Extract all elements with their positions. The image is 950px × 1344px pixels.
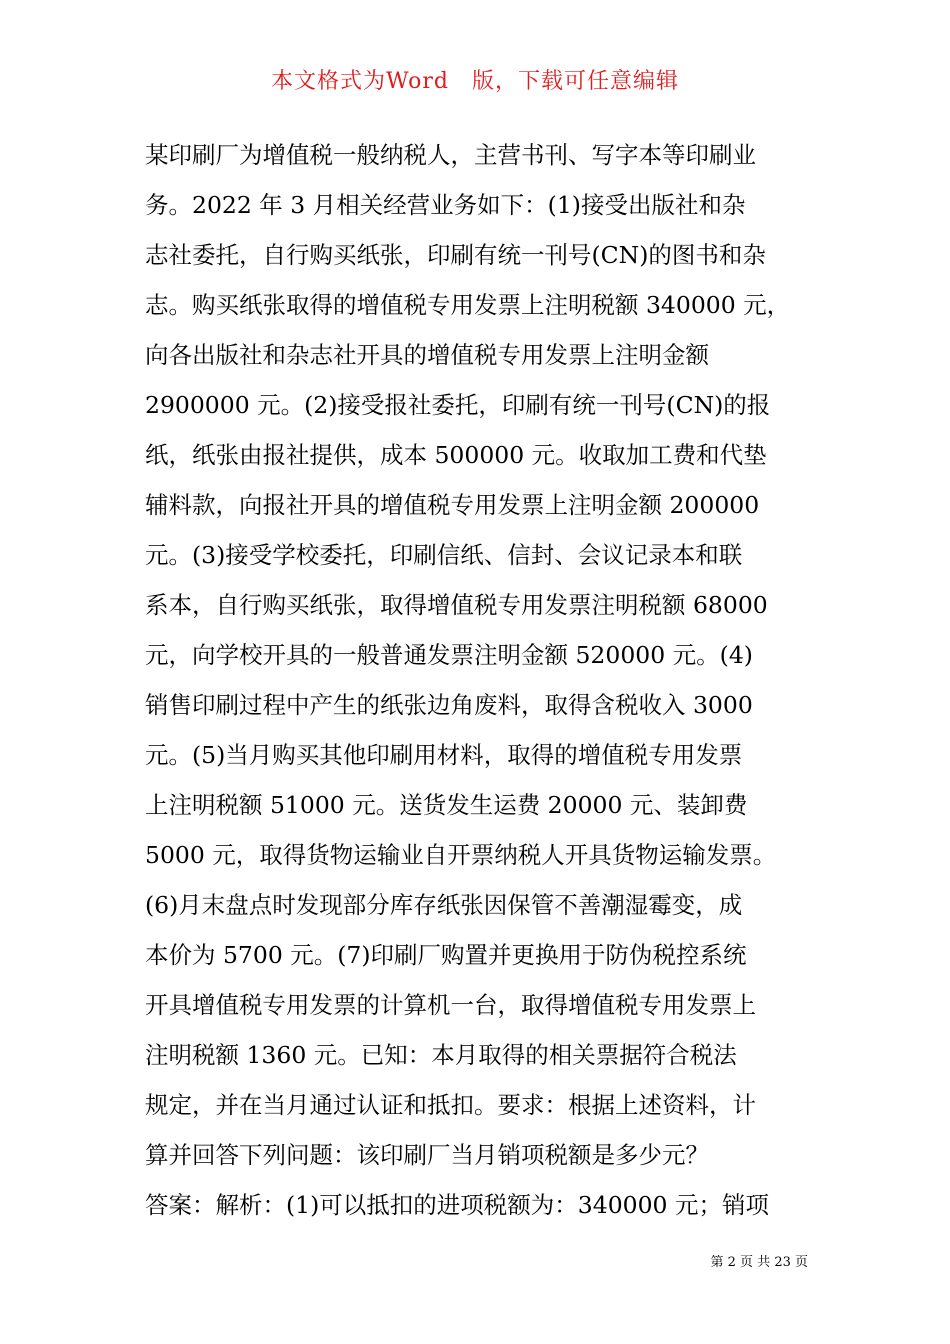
body-line: 5000 元，取得货物运输业自开票纳税人开具货物运输发票。 xyxy=(145,841,777,869)
body-line: 答案：解析：(1)可以抵扣的进项税额为：340000 元；销项 xyxy=(145,1191,769,1219)
body-line: 辅料款，向报社开具的增值税专用发票上注明金额 200000 xyxy=(145,491,760,519)
page-header: 本文格式为Word 版，下载可任意编辑 xyxy=(271,69,679,94)
body-line: 规定，并在当月通过认证和抵扣。要求：根据上述资料，计 xyxy=(145,1091,756,1119)
body-line: 注明税额 1360 元。已知：本月取得的相关票据符合税法 xyxy=(145,1041,737,1069)
body-line: 务。2022 年 3 月相关经营业务如下：(1)接受出版社和杂 xyxy=(145,191,746,219)
page-footer: 第 2 页 共 23 页 xyxy=(710,1255,808,1270)
body-line: 向各出版社和杂志社开具的增值税专用发票上注明金额 xyxy=(145,341,709,369)
body-line: 系本，自行购买纸张，取得增值税专用发票注明税额 68000 xyxy=(145,591,768,619)
body-line: 2900000 元。(2)接受报社委托，印刷有统一刊号(CN)的报 xyxy=(145,391,771,419)
body-line: 销售印刷过程中产生的纸张边角废料，取得含税收入 3000 xyxy=(145,691,753,719)
body-line: 元，向学校开具的一般普通发票注明金额 520000 元。(4) xyxy=(145,641,753,669)
body-line: 算并回答下列问题：该印刷厂当月销项税额是多少元？ xyxy=(145,1141,709,1169)
body-line: 元。(3)接受学校委托，印刷信纸、信封、会议记录本和联 xyxy=(145,541,743,569)
body-line: 开具增值税专用发票的计算机一台，取得增值税专用发票上 xyxy=(145,991,756,1019)
body-line: (6)月末盘点时发现部分库存纸张因保管不善潮湿霉变，成 xyxy=(145,891,743,919)
body-line: 志社委托，自行购买纸张，印刷有统一刊号(CN)的图书和杂 xyxy=(145,241,766,269)
body-line: 元。(5)当月购买其他印刷用材料，取得的增值税专用发票 xyxy=(145,741,743,769)
body-line: 志。购买纸张取得的增值税专用发票上注明税额 340000 元， xyxy=(145,291,791,319)
body-line: 某印刷厂为增值税一般纳税人，主营书刊、写字本等印刷业 xyxy=(145,141,756,169)
body-line: 上注明税额 51000 元。送货发生运费 20000 元、装卸费 xyxy=(145,791,748,819)
body-line: 纸，纸张由报社提供，成本 500000 元。收取加工费和代垫 xyxy=(145,441,767,469)
body-line: 本价为 5700 元。(7)印刷厂购置并更换用于防伪税控系统 xyxy=(145,941,747,969)
